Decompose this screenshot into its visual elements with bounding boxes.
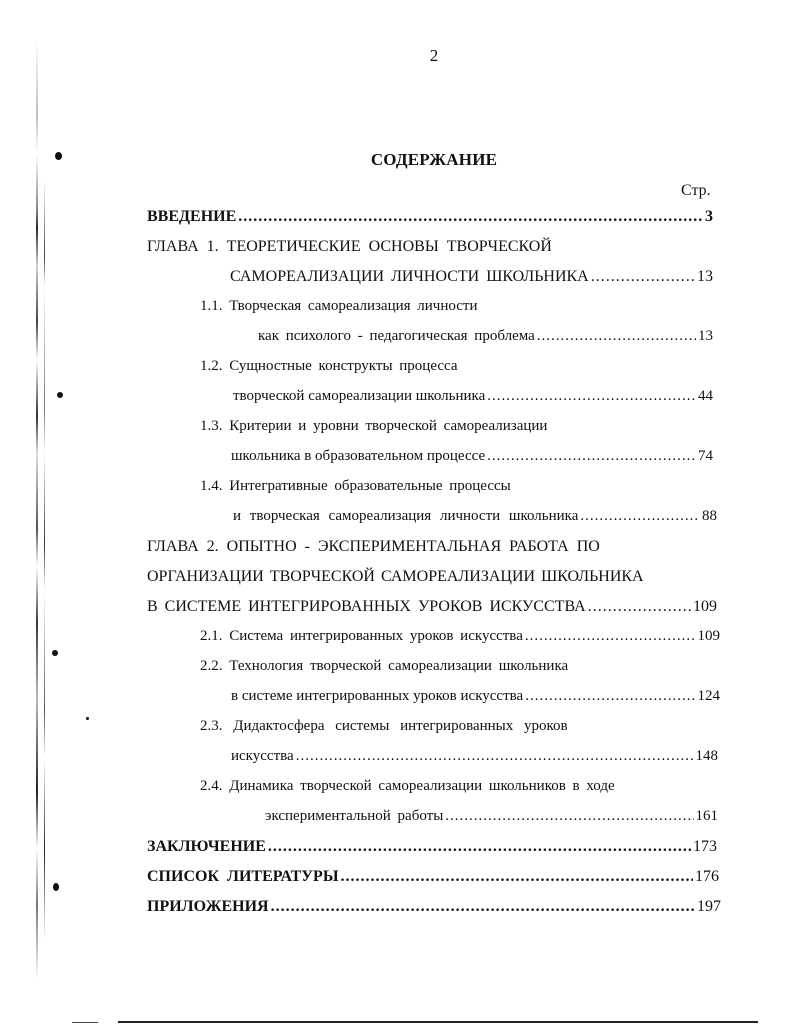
toc-entry-text: 1.2. Сущностные конструкты процесса	[200, 358, 458, 374]
toc-section-1-1-line2	[258, 328, 713, 352]
toc-section-1-4-line2	[233, 508, 717, 532]
toc-entry-text: 1.4. Интегративные образовательные процессы	[200, 478, 511, 494]
toc-entry-page: 44	[698, 388, 713, 404]
toc-section-1-3-line2	[231, 448, 713, 472]
toc-entry-text: САМОРЕАЛИЗАЦИИ ЛИЧНОСТИ ШКОЛЬНИКА	[230, 268, 589, 285]
toc-chapter-2-line2	[147, 568, 644, 592]
toc-entry-text: 1.3. Критерии и уровни творческой самореализации	[200, 418, 548, 434]
toc-entry-text: искусства	[231, 748, 294, 764]
toc-entry-text: творческой самореализации школьника	[233, 388, 486, 404]
toc-entry-text: 2.4. Динамика творческой самореализации школьников в ходе	[200, 778, 615, 794]
toc-chapter-1-line2	[230, 268, 713, 292]
toc-entry-page: 88	[702, 508, 717, 524]
toc-entry-text: 2.3. Дидактосфера системы интегрированных уроков	[200, 718, 568, 734]
toc-chapter-1-line1	[147, 238, 552, 262]
dot-leader	[580, 508, 700, 525]
toc-section-2-2-line1	[200, 658, 568, 682]
toc-entry-page: 74	[698, 448, 713, 464]
dot-leader	[445, 808, 693, 825]
toc-section-2-3-line1	[200, 718, 568, 742]
toc-entry-page: 3	[705, 208, 713, 225]
toc-entry-text: В СИСТЕМЕ ИНТЕГРИРОВАННЫХ УРОКОВ ИСКУССТВА	[147, 598, 586, 615]
dot-leader	[537, 328, 696, 345]
toc-entry-text: ОРГАНИЗАЦИИ ТВОРЧЕСКОЙ САМОРЕАЛИЗАЦИИ ШКОЛЬНИКА	[147, 568, 644, 585]
toc-section-2-2-line2	[231, 688, 720, 712]
dot-leader	[296, 748, 694, 765]
toc-section-2-3-line2	[231, 748, 718, 772]
toc-entry-text: ПРИЛОЖЕНИЯ	[147, 898, 269, 915]
toc-entry-text: ГЛАВА 2. ОПЫТНО - ЭКСПЕРИМЕНТАЛЬНАЯ РАБОТА ПО	[147, 538, 600, 555]
toc-entry-text: 2.2. Технология творческой самореализации школьника	[200, 658, 569, 674]
toc-entry-page: 197	[697, 898, 721, 915]
toc-section-1-2-line1	[200, 358, 458, 382]
dot-leader	[591, 268, 695, 286]
toc-section-1-3-line1	[200, 418, 547, 442]
scan-margin-line-secondary	[44, 180, 45, 940]
toc-entry-page: 109	[693, 598, 717, 615]
toc-entry-text: как психолого - педагогическая проблема	[258, 328, 535, 344]
toc-entry-page: 13	[697, 268, 713, 285]
toc-entry-text: ГЛАВА 1. ТЕОРЕТИЧЕСКИЕ ОСНОВЫ ТВОРЧЕСКОЙ	[147, 238, 552, 255]
toc-entry-page: 161	[695, 808, 718, 824]
toc-entry-bibliography	[147, 868, 719, 892]
toc-entry-text: 1.1. Творческая самореализация личности	[200, 298, 478, 314]
toc-entry-text: СПИСОК ЛИТЕРАТУРЫ	[147, 868, 339, 885]
toc-entry-conclusion	[147, 838, 717, 862]
toc-chapter-2-line3	[147, 598, 717, 622]
dot-leader	[268, 838, 691, 856]
toc-section-1-1-line1	[200, 298, 478, 322]
toc-entry-text: и творческая самореализация личности школьника	[233, 508, 579, 524]
bottom-rule	[118, 1021, 758, 1023]
toc-entry-intro	[147, 208, 713, 232]
toc-entry-text: экспериментальной работы	[265, 808, 444, 824]
toc-section-1-2-line2	[233, 388, 713, 412]
toc-section-2-4-line2	[265, 808, 718, 832]
dot-leader	[487, 388, 696, 405]
toc-entry-text: школьника в образовательном процессе	[231, 448, 486, 464]
dot-leader	[525, 688, 695, 705]
page-title: СОДЕРЖАНИЕ	[370, 150, 498, 169]
dot-leader	[271, 898, 695, 916]
toc-entry-text: в системе интегрированных уроков искусства	[231, 688, 524, 704]
dot-leader	[487, 448, 696, 465]
page-column-label: Стр.	[681, 182, 711, 199]
toc-entry-page: 124	[697, 688, 720, 704]
toc-entry-text: ЗАКЛЮЧЕНИЕ	[147, 838, 266, 855]
toc-entry-appendix	[147, 898, 721, 922]
scan-margin-line	[36, 40, 38, 980]
scan-speck	[86, 717, 89, 720]
bottom-rule-fragment	[72, 1022, 98, 1023]
scan-speck	[52, 650, 58, 656]
toc-entry-text: 2.1. Система интегрированных уроков искусства	[200, 628, 523, 644]
dot-leader	[341, 868, 693, 886]
toc-entry-page: 13	[698, 328, 713, 344]
toc-section-2-1	[200, 628, 720, 652]
toc-entry-page: 148	[695, 748, 718, 764]
toc-section-1-4-line1	[200, 478, 511, 502]
toc-entry-page: 173	[693, 838, 717, 855]
page-number: 2	[429, 46, 439, 65]
dot-leader	[588, 598, 691, 616]
scan-speck	[53, 883, 59, 891]
dot-leader	[525, 628, 696, 645]
toc-entry-text: ВВЕДЕНИЕ	[147, 208, 237, 225]
toc-chapter-2-line1	[147, 538, 600, 562]
toc-entry-page: 176	[695, 868, 719, 885]
toc-entry-page: 109	[697, 628, 720, 644]
toc-section-2-4-line1	[200, 778, 615, 802]
dot-leader	[238, 208, 703, 226]
scan-speck	[57, 392, 63, 398]
